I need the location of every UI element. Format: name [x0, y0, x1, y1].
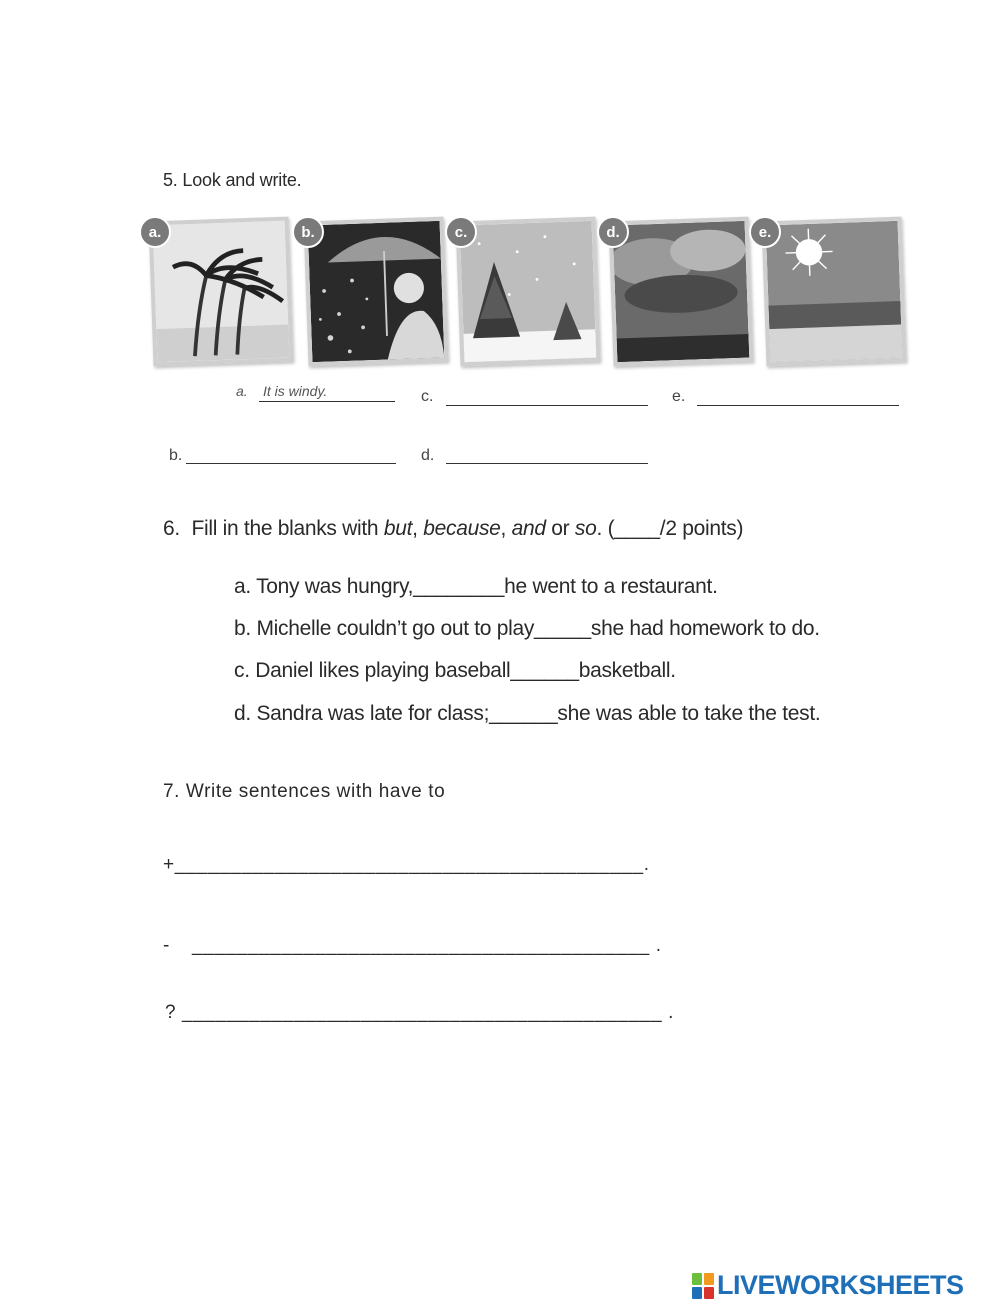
photo-b-rainy-umbrella	[304, 217, 449, 367]
q6-word-but: but	[383, 517, 413, 540]
windy-palms-picture	[153, 221, 290, 363]
q6-number: 6.	[163, 517, 180, 540]
q5-answer-e-label: e.	[672, 388, 686, 405]
q5-answer-a-text: It is windy.	[263, 383, 328, 399]
q6-item-b-label: b.	[234, 617, 251, 640]
photo-d-badge: d.	[597, 216, 629, 248]
q6-title-post: . (____/2 points)	[596, 517, 744, 540]
q6-item-b-text: Michelle couldn’t go out to play_____she had homework to do.	[256, 617, 820, 640]
q6-word-so: so	[574, 517, 597, 540]
photo-b-badge: b.	[292, 216, 324, 248]
q6-sep2: ,	[500, 517, 512, 540]
snowy-trees-picture	[460, 221, 597, 363]
q6-sep3: or	[545, 517, 575, 540]
q5-answer-d-label: d.	[421, 447, 435, 464]
q6-item-a-text: Tony was hungry,________he went to a restaurant.	[256, 575, 718, 598]
liveworksheets-logo-text: LIVEWORKSHEETS	[717, 1270, 964, 1300]
q6-item-b	[234, 617, 820, 641]
q7-negative-sign: -	[163, 935, 170, 956]
sunny-beach-picture	[766, 221, 903, 363]
q6-item-d-label: d.	[234, 702, 251, 725]
q7-positive-line[interactable]: +__________________________________________.	[163, 854, 650, 875]
q6-sep1: ,	[412, 517, 424, 540]
q5-answer-a-field[interactable]	[259, 383, 395, 402]
q6-word-because: because	[423, 517, 501, 540]
q6-item-c-label: c.	[234, 659, 250, 682]
q6-word-and: and	[511, 517, 546, 540]
liveworksheets-logo-icon	[692, 1273, 714, 1299]
q5-answer-e-field[interactable]	[697, 405, 899, 406]
photo-e-badge: e.	[749, 216, 781, 248]
cloudy-sky-picture	[613, 221, 750, 363]
q5-answer-c-field[interactable]	[446, 405, 648, 406]
q6-title-pre: Fill in the blanks with	[191, 517, 384, 540]
q5-answer-d-field[interactable]	[446, 463, 648, 464]
q6-item-a-label: a.	[234, 575, 251, 598]
q5-answer-c-label: c.	[421, 388, 434, 405]
q6-item-d-text: Sandra was late for class;______she was able to take the test.	[256, 702, 821, 725]
q5-title: 5. Look and write.	[163, 170, 302, 190]
q7-negative-line[interactable]: _________________________________________ .	[192, 935, 662, 956]
q6-item-d	[234, 702, 820, 726]
q6-item-c-text: Daniel likes playing baseball______basketball.	[255, 659, 676, 682]
q7-title: 7. Write sentences with have to	[163, 781, 446, 802]
q6-item-c	[234, 659, 676, 683]
q7-question-line[interactable]: ? ___________________________________________ .	[165, 1002, 674, 1023]
photo-a-badge: a.	[139, 216, 171, 248]
q6-title	[163, 517, 743, 541]
q6-item-a	[234, 575, 718, 599]
photo-e-sunny-beach	[762, 217, 907, 367]
photo-d-cloudy-sky	[609, 217, 754, 367]
q5-answer-b-field[interactable]	[186, 463, 396, 464]
rainy-umbrella-picture	[308, 221, 445, 363]
photo-c-badge: c.	[445, 216, 477, 248]
q5-answer-b-label: b.	[169, 447, 183, 464]
photo-c-snowy-trees	[456, 217, 601, 367]
q5-answer-a-label: a.	[236, 383, 248, 399]
liveworksheets-logo	[692, 1270, 964, 1301]
photo-a-windy-palms	[149, 217, 294, 367]
